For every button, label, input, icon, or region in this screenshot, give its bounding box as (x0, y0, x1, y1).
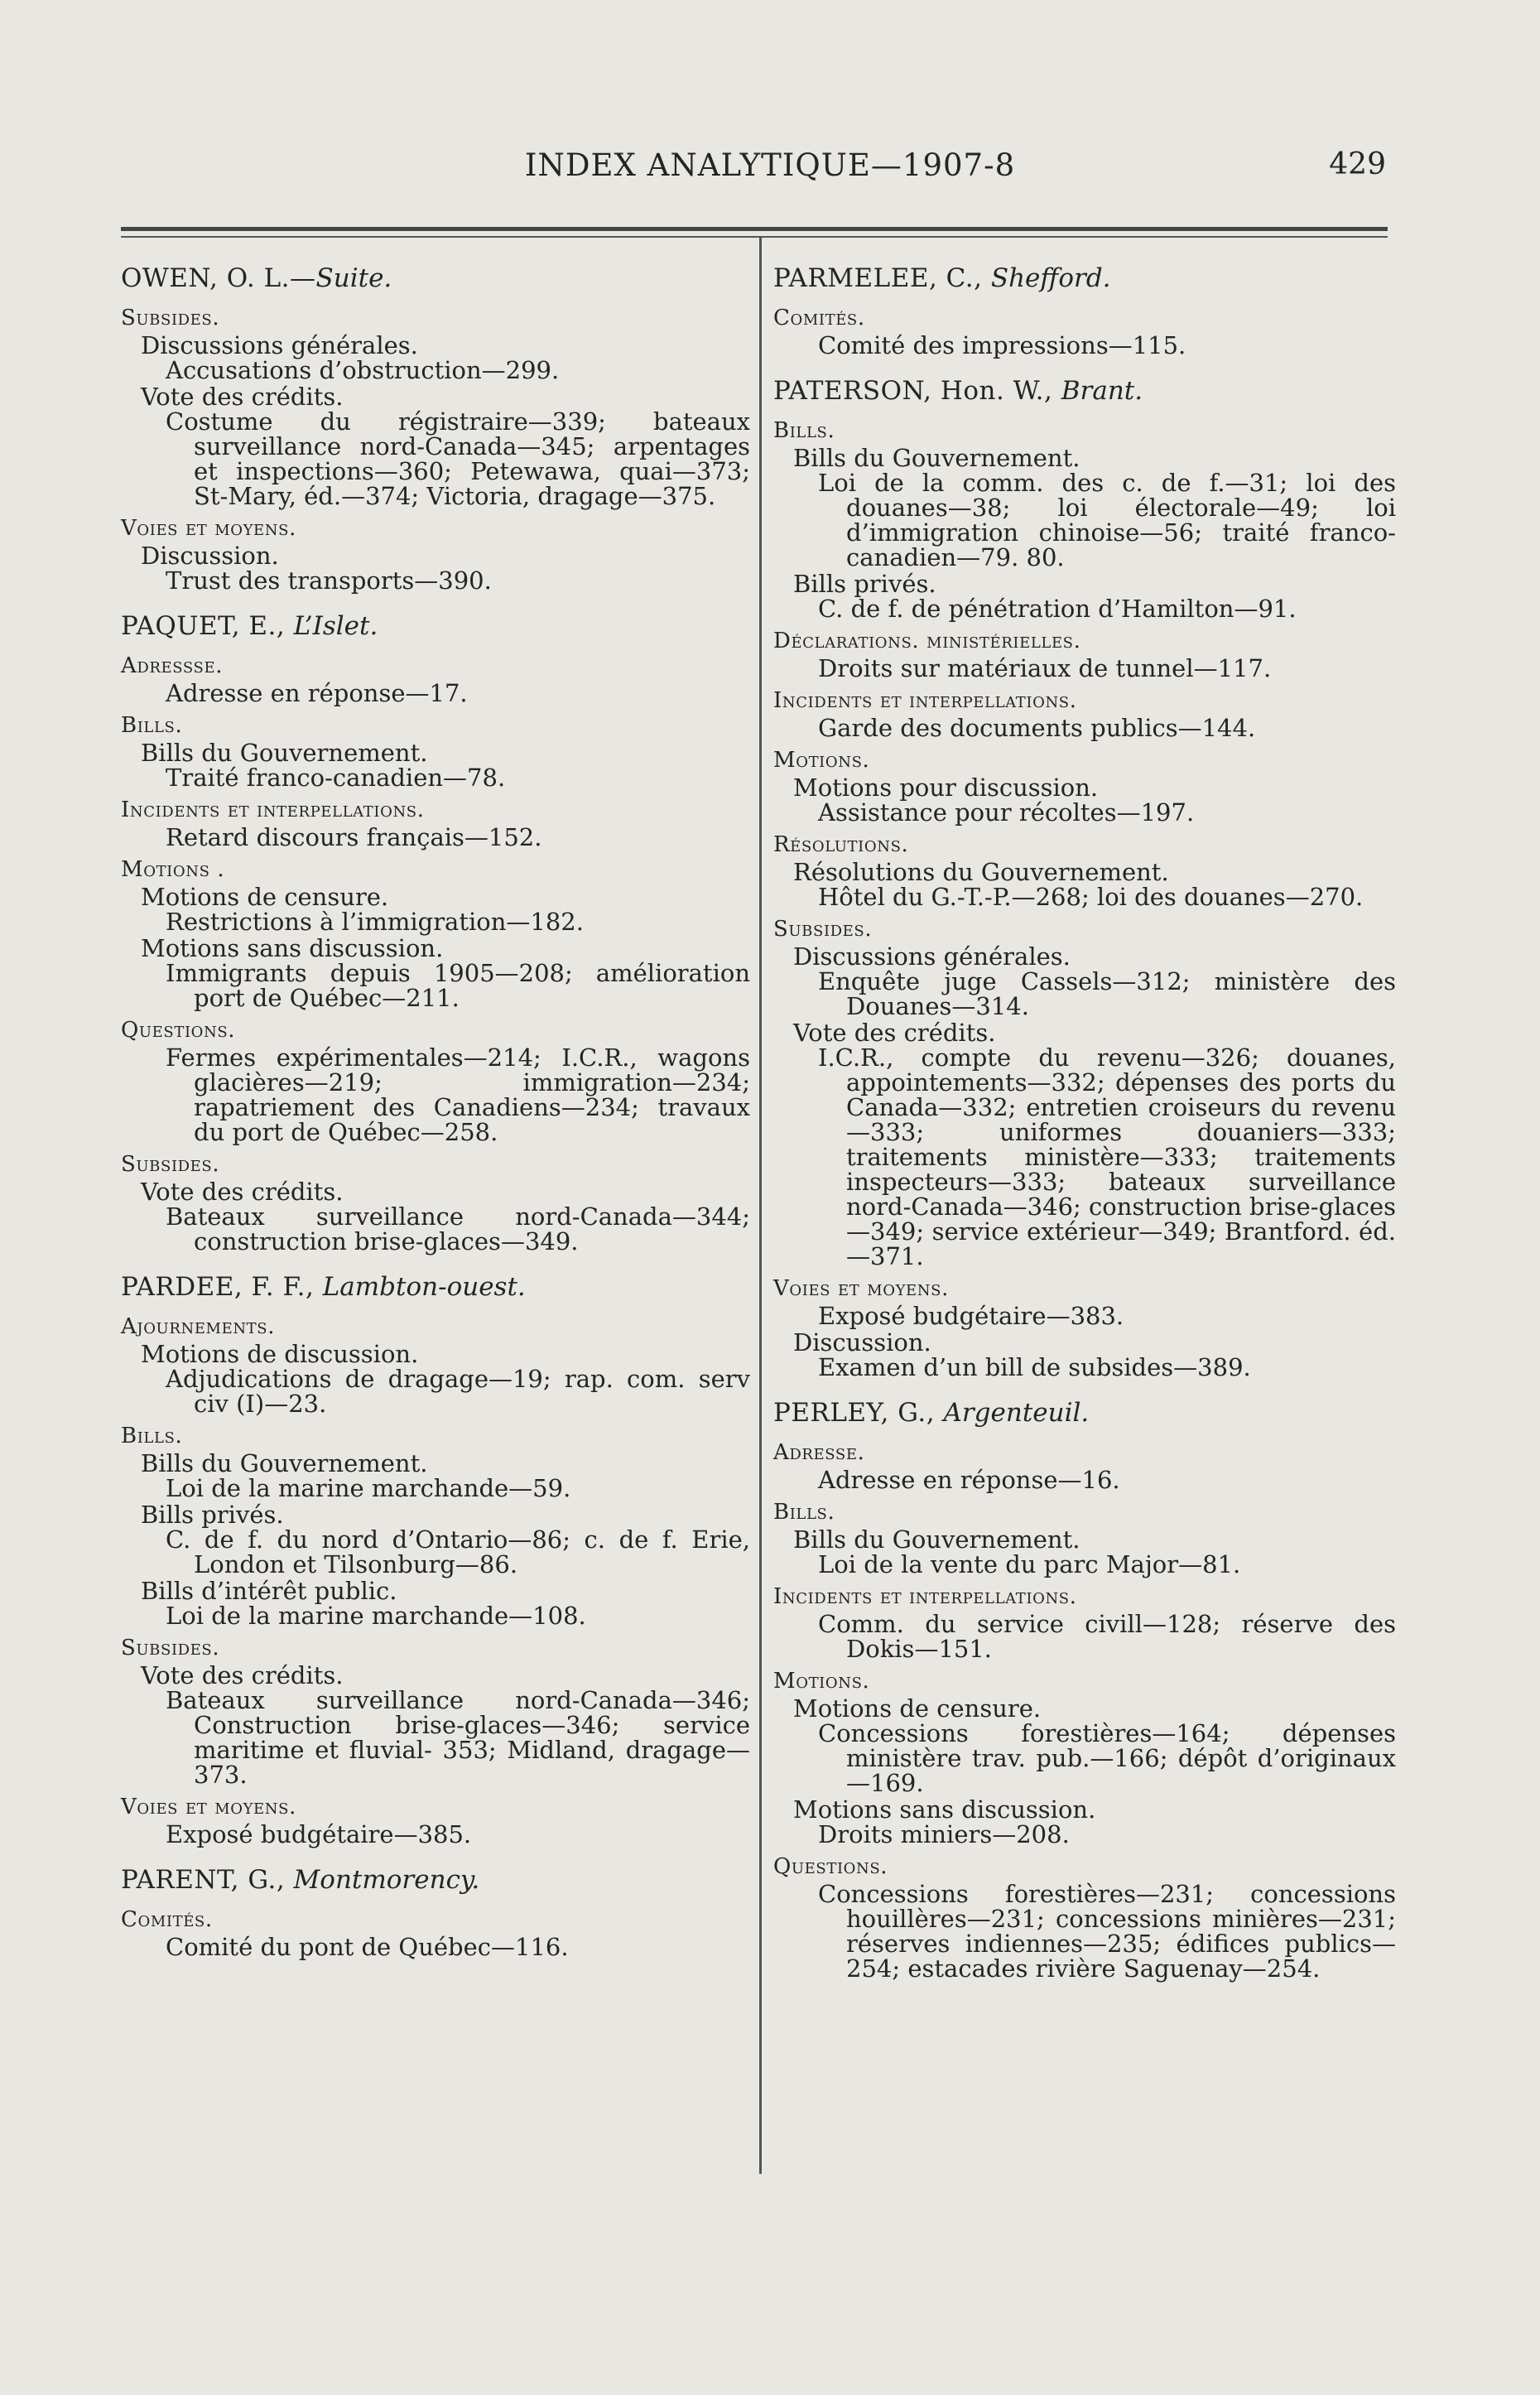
subsection (793, 1467, 1396, 1492)
index-reference: Exposé budgétaire—385. (166, 1820, 472, 1848)
index-reference: Loi de la comm. des c. de f.—31; loi des douanes—38; loi électorale—49; loi d’immigration chinoise—56; traité franco-canadien—79. 80. (818, 469, 1396, 571)
index-reference: Garde des documents publics—144. (818, 714, 1256, 742)
subsection-label: Discussion. (793, 1328, 931, 1357)
subsection-label: Motions de censure. (793, 1694, 1042, 1723)
index-reference: Comité du pont de Québec—116. (166, 1933, 569, 1961)
section-title: Motions . (121, 857, 225, 882)
subsection-label: Motions sans discussion. (141, 934, 444, 962)
index-section (121, 305, 750, 508)
index-reference: C. de f. du nord d’Ontario—86; c. de f. Erie, London et Tilsonburg—86. (166, 1525, 750, 1578)
index-reference: Enquête juge Cassels—312; ministère des Douanes—314. (818, 967, 1396, 1020)
entry-heading (773, 1398, 1396, 1428)
entry-heading (121, 1865, 750, 1895)
subsection (141, 543, 750, 593)
subsection (141, 825, 750, 850)
section-title: Bills. (121, 713, 183, 738)
section-title: Résolutions. (773, 832, 909, 857)
subsection (141, 740, 750, 790)
section-title: Questions. (121, 1018, 236, 1043)
subsection (793, 446, 1396, 570)
header-rule-thin (121, 236, 1388, 238)
section-title: Bills. (773, 418, 835, 443)
constituency: Lambton-ouest. (322, 1272, 526, 1302)
index-section (121, 856, 750, 1010)
subsection (141, 1451, 750, 1501)
index-reference: Loi de la vente du parc Major—81. (818, 1550, 1241, 1578)
index-section (773, 628, 1396, 681)
subsection (793, 716, 1396, 740)
section-title: Subsides. (121, 1636, 220, 1660)
index-reference: Loi de la marine marchande—59. (166, 1474, 571, 1502)
index-reference: Assistance pour récoltes—197. (818, 798, 1195, 826)
subsection (793, 571, 1396, 621)
subsection (793, 944, 1396, 1019)
index-section (121, 1794, 750, 1847)
index-reference: Adresse en réponse—17. (166, 679, 468, 707)
subsection (141, 936, 750, 1010)
index-reference: Comité des impressions—115. (818, 331, 1186, 359)
subsection-label: Motions de discussion. (141, 1340, 419, 1368)
member-name: PAQUET, E., (121, 611, 294, 641)
subsection-label: Bills privés. (141, 1501, 284, 1529)
section-title: Bills. (773, 1500, 835, 1525)
subsection-label: Discussions générales. (141, 331, 418, 359)
index-reference: Retard discours français—152. (166, 823, 542, 851)
constituency: Montmorency. (293, 1865, 480, 1895)
subsection (141, 333, 750, 383)
subsection-label: Vote des crédits. (793, 1019, 996, 1047)
subsection (141, 1935, 750, 1959)
subsection-label: Vote des crédits. (141, 383, 344, 411)
subsection-label: Motions sans discussion. (793, 1795, 1096, 1824)
index-section (121, 1635, 750, 1787)
subsection (793, 656, 1396, 681)
constituency: Suite. (315, 263, 392, 293)
index-section (773, 1499, 1396, 1577)
subsection-label: Résolutions du Gouvernement. (793, 858, 1169, 886)
index-reference: Comm. du service civill—128; réserve des Dokis—151. (818, 1610, 1396, 1663)
index-entry (773, 376, 1396, 1380)
column-divider (759, 238, 762, 2174)
constituency: Brant. (1061, 376, 1143, 406)
index-section (121, 1423, 750, 1628)
index-section (773, 417, 1396, 621)
index-reference: Hôtel du G.-T.-P.—268; loi des douanes—270. (818, 883, 1364, 911)
subsection (793, 1527, 1396, 1577)
section-title: Incidents et interpellations. (773, 688, 1077, 713)
index-section (773, 747, 1396, 825)
section-title: Subsides. (773, 917, 873, 942)
index-section (121, 653, 750, 706)
subsection (141, 1663, 750, 1787)
section-title: Motions. (773, 1669, 870, 1694)
subsection-label: Vote des crédits. (141, 1661, 344, 1689)
index-reference: Examen d’un bill de subsides—389. (818, 1353, 1251, 1381)
index-reference: Droits miniers—208. (818, 1820, 1070, 1848)
subsection-label: Vote des crédits. (141, 1178, 344, 1206)
index-reference: Concessions forestières—164; dépenses ministère trav. pub.—166; dépôt d’originaux—169. (818, 1719, 1396, 1797)
member-name: PERLEY, G., (773, 1398, 944, 1428)
index-reference: Costume du régistraire—339; bateaux surveillance nord-Canada—345; arpentages et inspections—360; Petewawa, quai—373; St-Mary, éd.—374; Victoria, dragage—375. (166, 407, 750, 510)
section-title: Incidents et interpellations. (121, 798, 425, 822)
subsection (793, 1304, 1396, 1328)
subsection (793, 775, 1396, 825)
subsection (793, 1330, 1396, 1380)
subsection (141, 1502, 750, 1577)
index-reference: Fermes expérimentales—214; I.C.R., wagons glacières—219; immigration—234; rapatriement des Canadiens—234; travaux du port de Québec—258. (166, 1043, 750, 1146)
constituency: L’Islet. (293, 611, 378, 641)
index-section (121, 1313, 750, 1416)
subsection (141, 1342, 750, 1416)
index-section (773, 831, 1396, 909)
index-entry (121, 263, 750, 593)
subsection (793, 1882, 1396, 1981)
index-reference: Traité franco-canadien—78. (166, 764, 506, 792)
index-reference: Adresse en réponse—16. (818, 1466, 1120, 1494)
section-title: Adressse. (121, 653, 224, 678)
index-reference: Immigrants depuis 1905—208; amélioration port de Québec—211. (166, 959, 750, 1012)
entry-heading (121, 1272, 750, 1302)
index-entry (121, 1865, 750, 1959)
subsection (793, 860, 1396, 909)
member-name: OWEN, O. L.— (121, 263, 316, 293)
index-section (773, 1668, 1396, 1847)
section-title: Comités. (121, 1907, 213, 1932)
left-column (121, 263, 750, 1978)
index-section (773, 1275, 1396, 1380)
index-section (121, 1017, 750, 1144)
index-entry (773, 1398, 1396, 1981)
subsection (793, 1612, 1396, 1661)
section-title: Incidents et interpellations. (773, 1584, 1077, 1609)
member-name: PATERSON, Hon. W., (773, 376, 1061, 406)
subsection-label: Discussion. (141, 542, 279, 570)
subsection-label: Motions pour discussion. (793, 773, 1099, 802)
index-section (773, 1583, 1396, 1661)
subsection (793, 333, 1396, 358)
index-reference: Accusations d’obstruction—299. (166, 356, 560, 384)
member-name: PARMELEE, C., (773, 263, 991, 293)
subsection (793, 1696, 1396, 1795)
index-reference: Exposé budgétaire—383. (818, 1302, 1124, 1330)
subsection (141, 1822, 750, 1847)
subsection (141, 1045, 750, 1144)
running-title: INDEX ANALYTIQUE—1907-8 (524, 147, 1016, 183)
section-title: Ajournements. (121, 1314, 276, 1339)
section-title: Voies et moyens. (773, 1276, 949, 1301)
index-entry (121, 611, 750, 1254)
index-reference: Loi de la marine marchande—108. (166, 1602, 586, 1630)
index-section (773, 1853, 1396, 1981)
subsection-label: Bills du Gouvernement. (793, 444, 1080, 472)
subsection-label: Bills du Gouvernement. (793, 1525, 1080, 1554)
subsection (141, 1578, 750, 1628)
section-title: Subsides. (121, 1152, 220, 1177)
subsection (141, 1179, 750, 1254)
index-section (121, 712, 750, 790)
section-title: Comités. (773, 306, 865, 330)
subsection (141, 884, 750, 934)
entry-heading (773, 376, 1396, 406)
subsection-label: Bills du Gouvernement. (141, 1449, 428, 1477)
index-section (773, 687, 1396, 740)
index-reference: Adjudications de dragage—19; rap. com. serv civ (I)—23. (166, 1365, 750, 1418)
header-rule (121, 227, 1388, 231)
section-title: Subsides. (121, 306, 220, 330)
subsection-label: Discussions générales. (793, 942, 1071, 971)
page-number: 429 (1329, 147, 1386, 181)
right-column (773, 263, 1396, 1999)
index-section (773, 305, 1396, 358)
subsection (141, 681, 750, 706)
subsection-label: Bills du Gouvernement. (141, 739, 428, 767)
section-title: Adresse. (773, 1440, 865, 1465)
entry-heading (121, 263, 750, 293)
subsection-label: Bills privés. (793, 570, 936, 598)
index-reference: Concessions forestières—231; concessions houillères—231; concessions minières—231; réserves indiennes—235; édifices publics—254; estacades rivière Saguenay—254. (818, 1880, 1396, 1983)
entry-heading (121, 611, 750, 641)
index-reference: I.C.R., compte du revenu—326; douanes, appointements—332; dépenses des ports du Canada—332; entretien croiseurs du revenu—333; uniformes douaniers—333; traitements ministère—333; traitements inspecteurs—333; bateaux surveillance nord-Canada—346; construction brise-glaces—349; service extérieur—349; Brantford. éd.—371. (818, 1043, 1396, 1270)
index-reference: Restrictions à l’immigration—182. (166, 908, 584, 936)
index-section (121, 1906, 750, 1959)
index-section (121, 515, 750, 593)
member-name: PARDEE, F. F., (121, 1272, 323, 1302)
constituency: Shefford. (990, 263, 1111, 293)
section-title: Questions. (773, 1854, 888, 1879)
constituency: Argenteuil. (943, 1398, 1090, 1428)
index-reference: C. de f. de pénétration d’Hamilton—91. (818, 595, 1297, 623)
subsection-label: Motions de censure. (141, 883, 389, 911)
index-reference: Bateaux surveillance nord-Canada—346; Construction brise-glaces—346; service maritime et fluvial- 353; Midland, dragage—373. (166, 1686, 750, 1789)
subsection (793, 1797, 1396, 1847)
member-name: PARENT, G., (121, 1865, 294, 1895)
subsection (141, 384, 750, 508)
section-title: Déclarations. ministérielles. (773, 629, 1081, 653)
section-title: Voies et moyens. (121, 1795, 296, 1819)
index-section (773, 916, 1396, 1269)
index-section (773, 1439, 1396, 1492)
subsection (793, 1020, 1396, 1269)
section-title: Motions. (773, 748, 870, 773)
index-reference: Bateaux surveillance nord-Canada—344; construction brise-glaces—349. (166, 1202, 750, 1255)
index-section (121, 1151, 750, 1254)
index-reference: Trust des transports—390. (166, 566, 492, 595)
section-title: Voies et moyens. (121, 516, 296, 541)
index-reference: Droits sur matériaux de tunnel—117. (818, 654, 1272, 682)
section-title: Bills. (121, 1424, 183, 1448)
subsection-label: Bills d’intérêt public. (141, 1577, 397, 1605)
index-entry (773, 263, 1396, 358)
index-entry (121, 1272, 750, 1847)
index-section (121, 797, 750, 850)
entry-heading (773, 263, 1396, 293)
